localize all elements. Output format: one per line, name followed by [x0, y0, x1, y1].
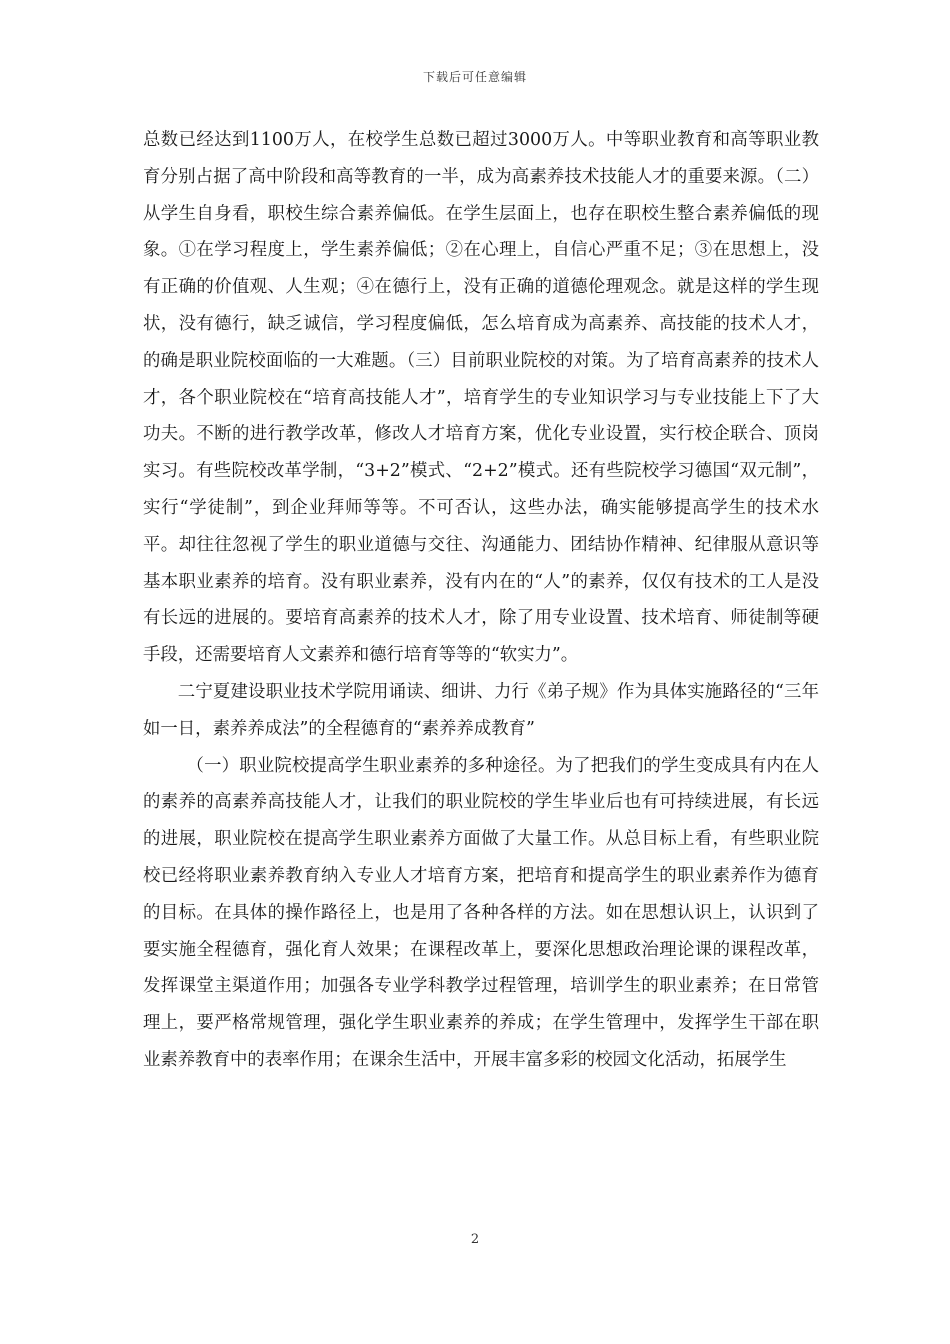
paragraph-2: 二宁夏建设职业技术学院用诵读、细讲、力行《弟子规》作为具体实施路径的“三年如一日，素养养成法”的全程德育的“素养养成教育” [143, 681, 819, 739]
body-text [143, 122, 819, 1079]
page-number: 2 [470, 1232, 480, 1247]
paragraph-1: 总数已经达到1100万人，在校学生总数已超过3000万人。中等职业教育和高等职业教育分别占据了高中阶段和高等教育的一半，成为高素养技术技能人才的重要来源。（二）从学生自身看，职校生综合素养偏低。在学生层面上，也存在职校生整合素养偏低的现象。①在学习程度上，学生素养偏低；②在心理上，自信心严重不足；③在思想上，没有正确的价值观、人生观；④在德行上，没有正确的道德伦理观念。就是这样的学生现状，没有德行，缺乏诚信，学习程度偏低，怎么培育成为高素养、高技能的技术人才，的确是职业院校面临的一大难题。（三）目前职业院校的对策。为了培育高素养的技术人才，各个职业院校在“培育高技能人才”，培育学生的专业知识学习与专业技能上下了大功夫。不断的进行教学改革，修改人才培育方案，优化专业设置，实行校企联合、顶岗实习。有些院校改革学制，“3+2”模式、“2+2”模式。还有些院校学习德国“双元制”，实行“学徒制”，到企业拜师等等。不可否认，这些办法，确实能够提高学生的技术水平。却往往忽视了学生的职业道德与交往、沟通能力、团结协作精神、纪律服从意识等基本职业素养的培育。没有职业素养，没有内在的“人”的素养，仅仅有技术的工人是没有长远的进展的。要培育高素养的技术人才，除了用专业设置、技术培育、师徒制等硬手段，还需要培育人文素养和德行培育等等的“软实力”。 [143, 130, 819, 666]
page-header: 下载后可任意编辑 [422, 70, 527, 84]
paragraph-3: （一）职业院校提高学生职业素养的多种途径。为了把我们的学生变成具有内在人的素养的高素养高技能人才，让我们的职业院校的学生毕业后也有可持续进展，有长远的进展，职业院校在提高学生职业素养方面做了大量工作。从总目标上看，有些职业院校已经将职业素养教育纳入专业人才培育方案，把培育和提高学生的职业素养作为德育的目标。在具体的操作路径上，也是用了各种各样的方法。如在思想认识上，认识到了要实施全程德育，强化育人效果；在课程改革上，要深化思想政治理论课的课程改革，发挥课堂主渠道作用；加强各专业学科教学过程管理，培训学生的职业素养；在日常管理上，要严格常规管理，强化学生职业素养的养成；在学生管理中，发挥学生干部在职业素养教育中的表率作用；在课余生活中，开展丰富多彩的校园文化活动，拓展学生 [143, 755, 819, 1070]
